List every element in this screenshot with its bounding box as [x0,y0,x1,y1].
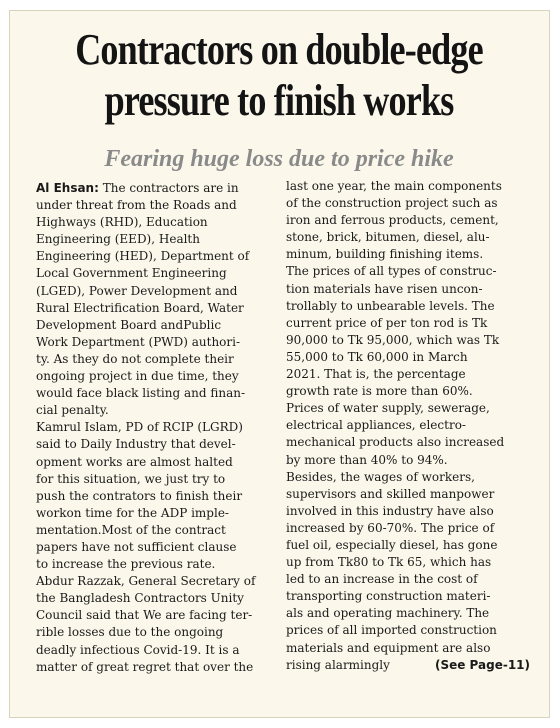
left-line-8: Development Board andPublic [36,317,222,332]
right-line-16: by more than 40% to 94%. [286,452,448,467]
left-line-18: push the contrators to finish their [36,488,243,503]
left-line-0: The contractors are in [98,181,239,195]
left-line-26: rible losses due to the ongoing [36,625,224,640]
left-line-13: cial penalty. [36,403,109,418]
left-line-24: the Bangladesh Contractors Unity [36,591,244,606]
right-line-12: growth rate is more than 60%. [286,384,473,399]
right-line-27: materials and equipment are also [286,640,491,655]
see-page-link[interactable]: (See Page-11) [434,657,530,672]
right-line-0: last one year, the main components [286,179,502,193]
left-line-4: Engineering (HED), Department of [36,249,250,264]
right-line-7: trollably to unbearable levels. The [286,298,495,313]
left-line-6: (LGED), Power Development and [36,283,238,298]
right-line-22: up from Tk80 to Tk 65, which has [286,555,492,570]
headline-line-2: pressure to finish works [104,76,454,125]
right-line-1: of the construction project such as [286,196,498,211]
left-line-23: Abdur Razzak, General Secretary of [36,574,256,589]
left-line-22: to increase the previous rate. [36,557,216,572]
last-line-text: rising alarmingly [286,657,390,672]
byline: Al Ehsan: [36,181,99,195]
left-line-3: Engineering (EED), Health [36,232,200,247]
headline [62,24,497,126]
right-line-8: current price of per ton rod is Tk [286,315,488,330]
left-line-5: Local Government Engineering [36,266,227,281]
headline-line-1: Contractors on double-edge [75,25,483,74]
right-line-19: involved in this industry have also [286,503,494,518]
right-line-21: fuel oil, especially diesel, has gone [286,537,498,552]
right-line-14: electrical appliances, electro- [286,418,466,433]
left-line-16: opment works are almost halted [36,454,233,469]
left-line-1: under threat from the Roads and [36,198,237,213]
left-line-21: papers have not sufficient clause [36,539,237,554]
right-line-18: supervisors and skilled manpower [286,486,495,501]
right-line-13: Prices of water supply, sewerage, [286,401,490,416]
article-column-left [36,180,280,676]
left-line-2: Highways (RHD), Education [36,215,208,230]
left-line-14: Kamrul Islam, PD of RCIP (LGRD) [36,420,243,435]
left-line-27: deadly infectious Covid-19. It is a [36,642,240,657]
right-line-2: iron and ferrous products, cement, [286,213,499,228]
subheadline: Fearing huge loss due to price hike [104,146,454,172]
right-line-17: Besides, the wages of workers, [286,469,475,484]
right-line-6: tion materials have risen uncon- [286,281,483,296]
right-line-10: 55,000 to Tk 60,000 in March [286,349,468,364]
left-line-19: workon time for the ADP imple- [36,505,229,520]
first-line [36,180,280,197]
article-column-right [286,178,530,674]
left-line-15: said to Daily Industry that devel- [36,437,236,452]
left-line-12: would face black listing and finan- [36,386,246,401]
left-line-10: ty. As they do not complete their [36,351,234,366]
left-line-20: mentation.Most of the contract [36,522,226,537]
right-line-4: minum, building finishing items. [286,247,484,262]
left-line-11: ongoing project in due time, they [36,369,239,384]
right-line-24: transporting construction materi- [286,589,491,604]
left-line-9: Work Department (PWD) authori- [36,334,241,349]
right-line-23: led to an increase in the cost of [286,572,478,587]
right-line-25: als and operating machinery. The [286,606,490,621]
right-line-20: increased by 60-70%. The price of [286,520,495,535]
right-line-26: prices of all imported construction [286,623,497,638]
right-line-9: 90,000 to Tk 95,000, which was Tk [286,332,500,347]
right-line-5: The prices of all types of construc- [286,264,497,279]
right-line-11: 2021. That is, the percentage [286,367,466,382]
left-line-17: for this situation, we just try to [36,471,226,486]
right-line-15: mechanical products also increased [286,435,505,450]
right-line-3: stone, brick, bitumen, diesel, alu- [286,230,490,245]
left-line-28: matter of great regret that over the [36,659,254,674]
left-line-25: Council said that We are facing ter- [36,608,253,623]
left-line-7: Rural Electrification Board, Water [36,300,244,315]
last-line [286,657,530,674]
